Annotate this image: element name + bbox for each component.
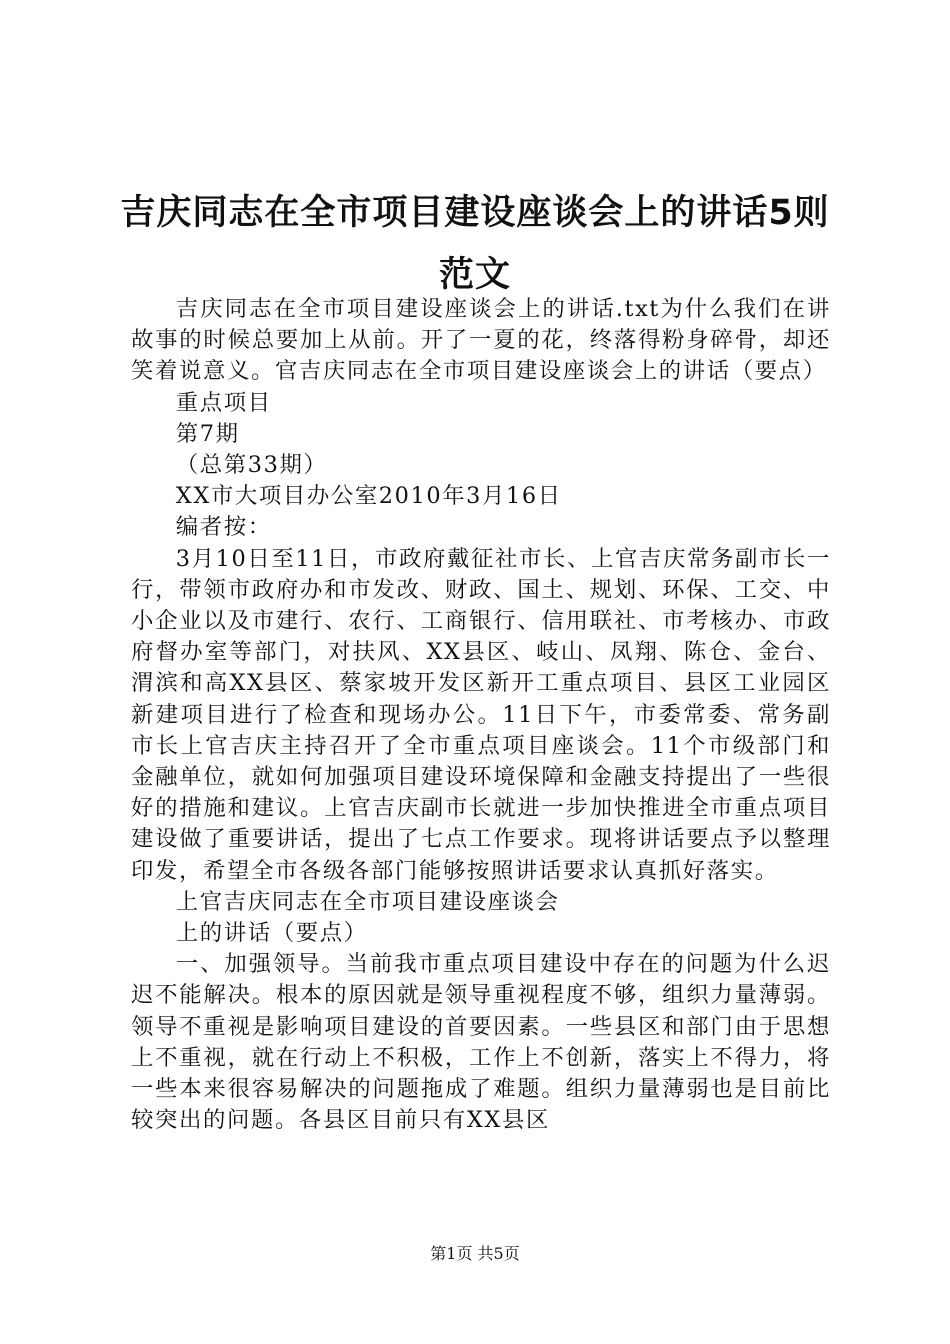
document-body (131, 294, 831, 1136)
paragraph-editor-note-label: 编者按： (175, 514, 272, 541)
paragraph-editor-note: 3月10日至11日，市政府戴征社市长、上官吉庆常务副市长一行，带领市政府办和市发改、财政、国土、规划、环保、工交、中小企业以及市建行、农行、工商银行、信用联社、市考核办、市政府督办室等部门，对扶风、XX县区、岐山、凤翔、陈仓、金台、渭滨和高XX县区、蔡家坡开发区新开工重点项目、县区工业园区新建项目进行了检查和现场办公。11日下午，市委常委、常务副市长上官吉庆主持召开了全市重点项目座谈会。11个市级部门和金融单位，就如何加强项目建设环境保障和金融支持提出了一些很好的措施和建议。上官吉庆副市长就进一步加快推进全市重点项目建设做了重要讲话，提出了七点工作要求。现将讲话要点予以整理印发，希望全市各级各部门能够按照讲话要求认真抓好落实。 (131, 545, 831, 884)
paragraph-section-one: 一、加强领导。当前我市重点项目建设中存在的问题为什么迟迟不能解决。根本的原因就是领导重视程度不够，组织力量薄弱。领导不重视是影响项目建设的首要因素。一些县区和部门由于思想上不重视，就在行动上不积极，工作上不创新，落实上不得力，将一些本来很容易解决的问题拖成了难题。组织力量薄弱也是目前比较突出的问题。各县区目前只有XX县区 (131, 951, 831, 1134)
paragraph-office-date: XX市大项目办公室2010年3月16日 (175, 483, 562, 510)
paragraph-issue-number: 第7期 (175, 420, 240, 447)
paragraph-intro: 吉庆同志在全市项目建设座谈会上的讲话.txt为什么我们在讲故事的时候总要加上从前。开了一夏的花，终落得粉身碎骨，却还笑着说意义。官吉庆同志在全市项目建设座谈会上的讲话（要点） (131, 296, 831, 385)
paragraph-key-projects: 重点项目 (175, 389, 272, 416)
paragraph-speech-heading-2: 上的讲话（要点） (175, 920, 368, 947)
paragraph-total-issue: （总第33期） (175, 452, 328, 479)
paragraph-speech-heading-1: 上官吉庆同志在全市项目建设座谈会 (175, 888, 560, 915)
page-footer: 第1页 共5页 (430, 1244, 520, 1263)
document-title: 吉庆同志在全市项目建设座谈会上的讲话5则范文 (120, 193, 830, 295)
